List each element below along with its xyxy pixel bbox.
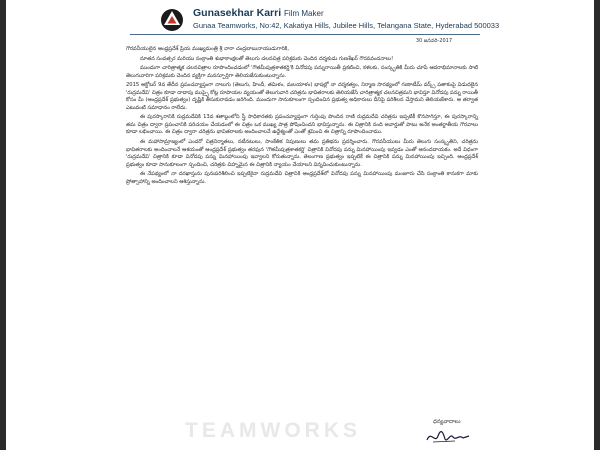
body-paragraph: ఈ నేపథ్యంలో నా దరఖాస్తును పునఃపరిశీలించి ఇప్పటికైనా రుద్రమదేవి చిత్రానికి ఆంధ్రప్రదేశ్‌లో వినోదపు పన్ను మినహాయింపు మంజూరు చేసి సంక్రాంతి కానుకగా మాకు ప్రోత్సాహాన్ని అందించాలని ఆశిస్తున్నాను. xyxy=(126,171,478,185)
teamworks-watermark: TEAMWORKS xyxy=(185,419,361,442)
salutation: గౌరవనీయులైన ఆంధ్రప్రదేశ్ ప్రియ ముఖ్యమంత్రి శ్రీ నారా చంద్రబాబునాయుడుగారికి, xyxy=(126,46,290,52)
body-paragraph: ఈ పురస్కారానికి రుద్రమదేవికి 13వ శతాబ్దంలోని స్త్రీ సాధికారతకు ప్రపంచవ్యాప్తంగా గుర్తింపు పొందిన రాణి రుద్రమదేవి చరిత్రను ఇప్పటికీ కొనసాగిస్తూ, ఈ పురస్కారాన్ని తమ చిత్రం ద్వారా ప్రపంచానికి పరిచయం చేయడంలో ఈ చిత్రం ఒక ముఖ్య పాత్ర పోషించిందని భావిస్తున్నాను. ఈ చిత్రానికి నంది అవార్డుతో పాటు అనేక అంతర్జాతీయ గౌరవాలు కూడా లభించాయి. ఈ చిత్రం ద్వారా చరిత్రను భావితరాలకు అందించాలనే ఉద్దేశ్యంతో ఎంతో శ్రమించి ఈ చిత్రాన్ని రూపొందించాము. xyxy=(126,114,478,136)
sender-role: Film Maker xyxy=(284,9,324,18)
body-paragraph: ముందుగా చారిత్రాత్మక చలనచిత్రాల రూపొందించడంలో 'గౌతమీపుత్రశాతకర్ణి'కి వినోదపు పన్నురాయితీ ప్రకటించి, కళలకు, సంస్కృతికి మీరు చూపే ఆదరాభిమానాలకు సాటి తెలుగువారిగా పరిశ్రమకు చెందిన వ్యక్తిగా మనస్ఫూర్తిగా తెలియజేసుకుంటున్నాను. xyxy=(126,65,478,79)
letter-date: 30 జనవరి-2017 xyxy=(415,38,452,44)
signature-image xyxy=(425,428,471,446)
body-paragraph: నూతన సంవత్సర మరియు సంక్రాంతి శుభాకాంక్షలతో తెలుగు చలనచిత్ర పరిశ్రమకు చెందిన దర్శకుడు గుణశేఖర్ గౌరవవందనాలు! xyxy=(140,55,394,62)
body-paragraph: 2015 అక్టోబర్ 9వ తేదీన ప్రపంచవ్యాప్తంగా నాలుగు (తెలుగు, హిందీ, తమిళం, మలయాళం) భాషల్లో నా దర్శకత్వం, నిర్మాణ సారథ్యంలో గుణాటీమ్ వర్క్స్ పతాకంపై విడుదలైన 'రుద్రమదేవి' చిత్రం కూడా దాదాపు ముప్పై కోట్ల రూపాయల వ్యయంతో తెలుగువారి చరిత్రను భావితరాలకు తెలియజేసే చారిత్రాత్మక చలనచిత్రమని భావిస్తూ వినోదపు పన్ను రాయితీ కోసం మీ (ఆంధ్రప్రదేశ్ ప్రభుత్వం) దృష్టికి తీసుకురావడం జరిగింది. ముందుగా సానుకూలంగా స్పందించిన ప్రభుత్వ అధికారులు దీనిపై పరిశీలన చేస్తామని తెలియజేశారు. ఆ తర్వాత ఎటువంటి సమాధానం రాలేదు. xyxy=(126,82,478,111)
header-rule xyxy=(130,34,480,35)
closing-text: ధన్యవాదాలు xyxy=(433,419,461,425)
letterhead-name xyxy=(193,7,324,19)
letterhead-address: Gunaa Teamworks, No:42, Kakatiya Hills, Jubilee Hills, Telangana State, Hyderabad 500033 xyxy=(193,21,500,30)
left-frame-edge xyxy=(0,0,6,450)
body-paragraph: ఈ మహాసామ్రాజ్యంలో ఎందరో చిత్రనిర్మాతలు, నటీనటులు, సాంకేతిక నిపుణులు తమ ప్రతిభను ప్రదర్శించారు. గౌరవనీయులు మీరు తెలుగు సంస్కృతిని, చరిత్రను భావితరాలకు అందించాలనే ఆశయంతో ఆంధ్రప్రదేశ్ ప్రభుత్వం తరఫున 'గౌతమీపుత్రశాతకర్ణి' చిత్రానికి వినోదపు పన్ను మినహాయింపు ఇవ్వడం ఎంతో ఆనందదాయకం. అదే విధంగా 'రుద్రమదేవి' చిత్రానికి కూడా వినోదపు పన్ను మినహాయింపు ఇవ్వాలని కోరుతున్నాను. తెలంగాణ ప్రభుత్వం ఇప్పటికే ఈ చిత్రానికి పన్ను మినహాయింపు ఇచ్చింది. ఆంధ్రప్రదేశ్ ప్రభుత్వం కూడా సానుకూలంగా స్పందించి, చరిత్రకు చిహ్నమైన ఈ చిత్రానికి న్యాయం చేయాలని విన్నవించుకుంటున్నాను. xyxy=(126,139,478,168)
right-frame-edge xyxy=(594,0,600,450)
sender-name: Gunasekhar Karri xyxy=(193,7,282,19)
letter-body xyxy=(126,46,478,188)
company-logo xyxy=(160,8,184,32)
